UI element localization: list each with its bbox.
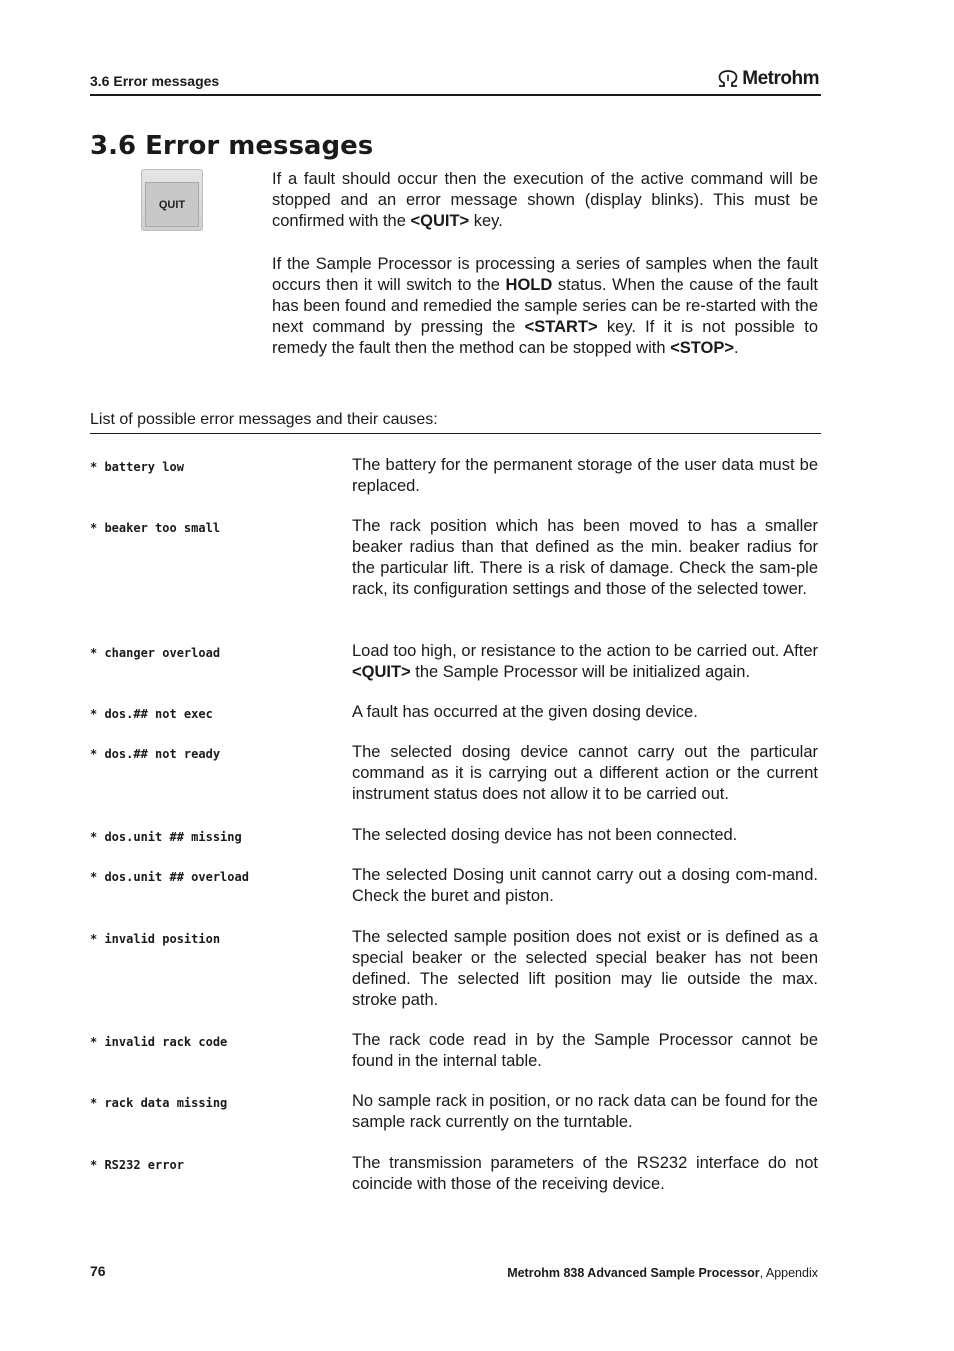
intro-paragraph-1: If a fault should occur then the execution of the active command will be stopped and an error message shown (display blinks). This must be confirmed with the <QUIT> key. (272, 170, 818, 230)
quit-key-label: QUIT (158, 198, 186, 211)
footer-product: Metrohm 838 Advanced Sample Processor (507, 1266, 760, 1280)
error-description: The selected Dosing unit cannot carry out a dosing com-mand. Check the buret and piston. (352, 866, 818, 905)
quit-key-ref: <QUIT> (352, 663, 411, 681)
brand-logo (717, 68, 819, 90)
page-number: 76 (90, 1263, 106, 1279)
brand-name: Metrohm (742, 68, 819, 89)
error-code: * dos.unit ## missing (90, 830, 242, 844)
error-code: * dos.## not exec (90, 707, 213, 721)
stop-key-ref: <STOP> (670, 339, 734, 357)
error-code: * beaker too small (90, 521, 221, 535)
error-code: * battery low (90, 460, 184, 474)
error-code: * dos.unit ## overload (90, 870, 249, 884)
error-code: * rack data missing (90, 1096, 228, 1110)
hold-status-ref: HOLD (505, 276, 553, 294)
error-description: The battery for the permanent storage of the user data must be replaced. (352, 456, 818, 495)
error-code: * RS232 error (90, 1158, 184, 1172)
running-header (90, 70, 821, 96)
quit-key-ref: <QUIT> (410, 212, 470, 230)
running-header-title: 3.6 Error messages (90, 73, 220, 89)
error-description: A fault has occurred at the given dosing device. (352, 703, 698, 721)
error-description: The rack position which has been moved to has a smaller beaker radius than that defined as the min. beaker radius for the particular lift. There is a risk of damage. Check the sam-ple rack, its configuration settings and those of the selected tower. (352, 517, 818, 598)
error-description: The rack code read in by the Sample Processor cannot be found in the internal table. (352, 1031, 818, 1070)
error-description: The selected dosing device cannot carry out the particular command as it is carrying out a different action or the current instrument status does not allow it to be carried out. (352, 743, 818, 803)
error-code: * invalid position (90, 932, 221, 946)
quit-key-image (141, 169, 203, 231)
error-code: * invalid rack code (90, 1035, 228, 1049)
intro-text (272, 169, 818, 381)
quit-key-face (145, 182, 199, 227)
error-description: The selected sample position does not exist or is defined as a special beaker or the selected special beaker has not been defined. The selected lift position may lie outside the max. stroke path. (352, 928, 818, 1009)
footer-suffix: , Appendix (759, 1266, 818, 1280)
error-code: * changer overload (90, 646, 221, 660)
intro-paragraph-2: If the Sample Processor is processing a series of samples when the fault occurs then it will switch to the HOLD status. When the cause of the fault has been found and remedied the sample series can be re-started with the next command by pressing the <START> key. If it is not possible to remedy the fault then the method can be stopped with <STOP>. (272, 255, 818, 357)
metrohm-omega-icon (717, 70, 739, 88)
error-description: Load too high, or resistance to the action to be carried out. After <QUIT> the Sample Processor will be initialized again. (352, 642, 818, 681)
error-list-heading: List of possible error messages and their causes: (90, 411, 821, 434)
error-code: * dos.## not ready (90, 747, 221, 761)
error-description: No sample rack in position, or no rack data can be found for the sample rack currently on the turntable. (352, 1092, 818, 1131)
footer-document-title (507, 1266, 818, 1280)
error-description: The selected dosing device has not been connected. (352, 826, 738, 844)
error-description: The transmission parameters of the RS232 interface do not coincide with those of the receiving device. (352, 1154, 818, 1193)
start-key-ref: <START> (524, 318, 598, 336)
section-title: 3.6 Error messages (90, 131, 374, 161)
